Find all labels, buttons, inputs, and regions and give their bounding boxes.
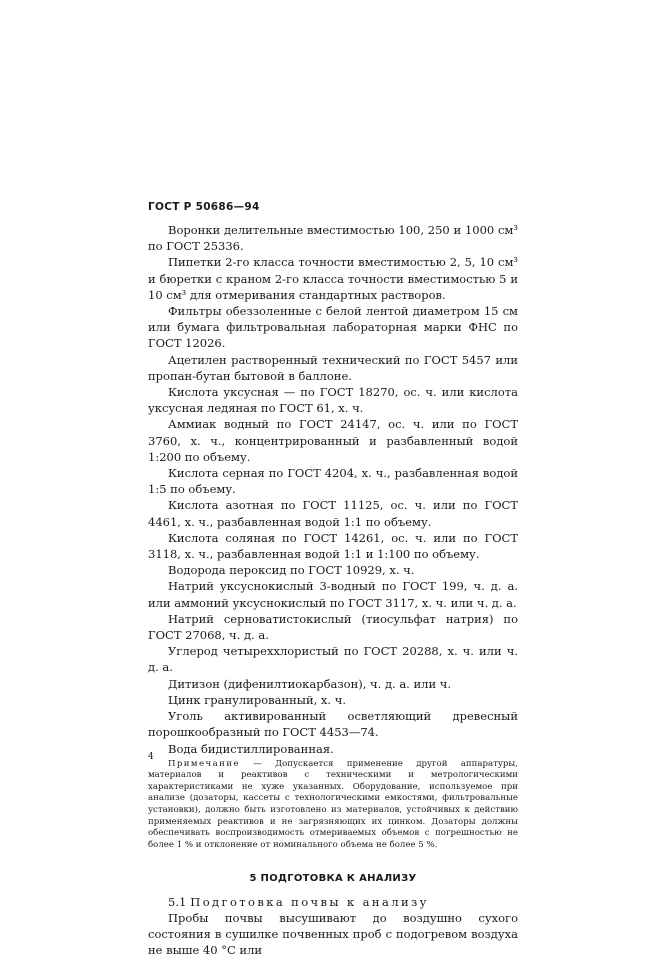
paragraph-acetylene: Ацетилен растворенный технический по ГОСТ 5457 или пропан-бутан бытовой в баллоне. <box>148 352 518 383</box>
document-body <box>148 222 518 958</box>
note <box>148 759 518 852</box>
paragraph-funnels: Воронки делительные вместимостью 100, 250 и 1000 см³ по ГОСТ 25336. <box>148 223 518 254</box>
note-text: — Допускается применение другой аппаратуры, материалов и реактивов с техническими и метрологическими характеристиками не хуже указанных. Оборудование, используемое при анализе (дозаторы, кассеты с технологическими емкостями, фильтровальные установки), должно быть изготовлено из материалов, устойчивых к действию применяемых реактивов и не загрязняющих их цинком. Дозаторы должны обеспечивать воспроизводимость отмериваемых объемов с погрешностью не более 1 % и отклонение от номинального объема не более 5 %. <box>148 758 518 850</box>
paragraph-soil-drying: Пробы почвы высушивают до воздушно сухого состояния в сушилке почвенных проб с подогревом воздуха не выше 40 °С или <box>148 910 518 958</box>
paragraph-pipettes: Пипетки 2-го класса точности вместимостью 2, 5, 10 см³ и бюретки с краном 2-го класса точности вместимостью 5 и 10 см³ для отмеривания стандартных растворов. <box>148 255 518 302</box>
paragraph-sodium-acetate: Натрий уксуснокислый 3-водный по ГОСТ 199, ч. д. а. или аммоний уксуснокислый по ГОСТ 3117, х. ч. или ч. д. а. <box>148 579 518 610</box>
document-header: ГОСТ Р 50686—94 <box>148 201 260 213</box>
subsection-title: Подготовка почвы к анализу <box>190 894 429 909</box>
paragraph-hydrochloric-acid: Кислота соляная по ГОСТ 14261, ос. ч. или по ГОСТ 3118, х. ч., разбавленная водой 1:1 и 1:100 по объему. <box>148 530 518 562</box>
paragraph-carbon-tetrachloride: Углерод четыреххлористый по ГОСТ 20288, х. ч. или ч. д. а. <box>148 644 518 675</box>
subsection-number: 5.1 <box>168 894 187 909</box>
paragraph-zinc: Цинк гранулированный, х. ч. <box>168 692 346 707</box>
paragraph-hydrogen-peroxide: Водорода пероксид по ГОСТ 10929, х. ч. <box>168 563 415 578</box>
section-title: 5 ПОДГОТОВКА К АНАЛИЗУ <box>249 873 417 885</box>
paragraph-filters: Фильтры обеззоленные с белой лентой диаметром 15 см или бумага фильтровальная лабораторная марки ФНС по ГОСТ 12026. <box>148 304 518 351</box>
note-label: Примечание <box>168 758 240 769</box>
paragraph-ammonia: Аммиак водный по ГОСТ 24147, ос. ч. или по ГОСТ 3760, х. ч., концентрированный и разбавленный водой 1:200 по объему. <box>148 417 518 464</box>
paragraph-dithizone: Дитизон (дифенилтиокарбазон), ч. д. а. или ч. <box>168 676 452 691</box>
paragraph-nitric-acid: Кислота азотная по ГОСТ 11125, ос. ч. или по ГОСТ 4461, х. ч., разбавленная водой 1:1 по объему. <box>148 498 518 529</box>
subsection-heading <box>148 894 518 910</box>
page-number: 4 <box>148 752 154 762</box>
paragraph-sulfuric-acid: Кислота серная по ГОСТ 4204, х. ч., разбавленная водой 1:5 по объему. <box>148 466 518 497</box>
paragraph-activated-carbon: Уголь активированный осветляющий древесный порошкообразный по ГОСТ 4453—74. <box>148 709 518 740</box>
paragraph-sodium-thiosulfate: Натрий серноватистокислый (тиосульфат натрия) по ГОСТ 27068, ч. д. а. <box>148 611 518 643</box>
paragraph-water: Вода бидистиллированная. <box>168 741 334 756</box>
paragraph-acetic-acid: Кислота уксусная — по ГОСТ 18270, ос. ч. или кислота уксусная ледяная по ГОСТ 61, х. ч. <box>148 385 518 416</box>
